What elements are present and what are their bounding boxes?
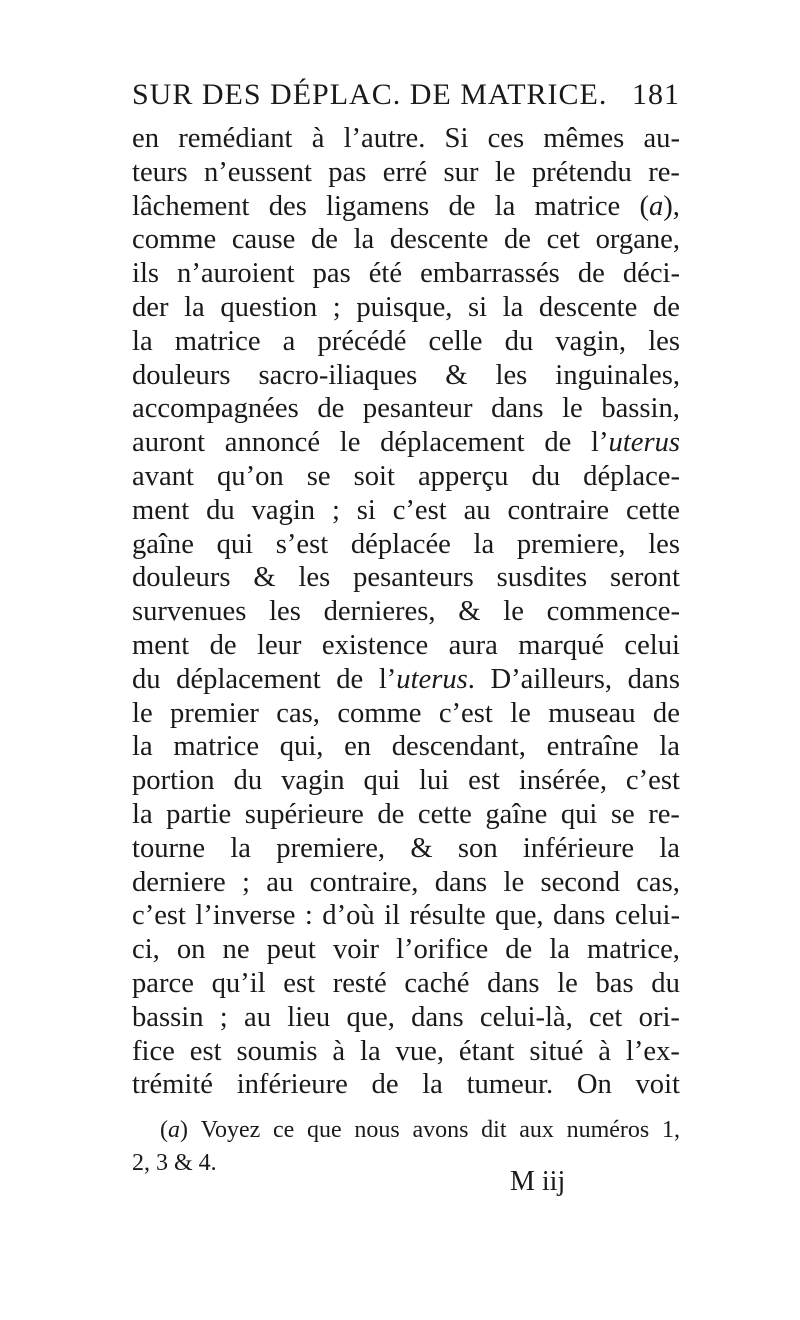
- word: ligamens: [326, 190, 430, 222]
- word: que,: [495, 900, 544, 932]
- word: celui-: [614, 900, 680, 932]
- word: de: [377, 798, 405, 830]
- word: si: [468, 291, 488, 323]
- word: portion: [132, 765, 215, 797]
- word: est: [468, 765, 500, 797]
- word: matrice: [173, 731, 260, 763]
- word: ne: [222, 934, 250, 966]
- word: le: [339, 427, 361, 459]
- word: sacro-iliaques: [258, 359, 418, 391]
- word: descente: [538, 291, 638, 323]
- word: de: [652, 697, 680, 729]
- word: embarrassés: [420, 258, 560, 290]
- word: qui: [560, 798, 598, 830]
- word: est: [283, 967, 316, 999]
- text-line: [132, 528, 680, 562]
- word: la: [659, 731, 680, 763]
- word: c’est: [392, 494, 447, 526]
- word: &: [410, 832, 433, 864]
- word: le: [557, 967, 578, 999]
- text-line: [132, 291, 680, 325]
- page-number: 181: [632, 78, 680, 111]
- word: premiere,: [276, 832, 386, 864]
- word: bas: [595, 967, 634, 999]
- word: déplace-: [583, 460, 680, 492]
- word: de: [209, 629, 237, 661]
- word: matrice,: [587, 934, 680, 966]
- word: de: [652, 291, 680, 323]
- word: qui,: [279, 731, 324, 763]
- word: la: [184, 291, 205, 323]
- word: la: [132, 798, 153, 830]
- word: ment: [132, 494, 190, 526]
- word: cas,: [636, 866, 680, 898]
- text-line: [132, 899, 680, 933]
- word: cette: [417, 798, 472, 830]
- word: dit: [481, 1117, 507, 1143]
- word: remédiant: [178, 123, 293, 154]
- text-line: [132, 764, 680, 798]
- word: cette: [625, 494, 680, 526]
- word: &: [253, 562, 276, 594]
- word: Voyez: [200, 1117, 261, 1143]
- word: celui: [624, 629, 680, 661]
- word: ;: [219, 1001, 228, 1033]
- word: il: [384, 900, 401, 932]
- word: la: [494, 190, 516, 222]
- text-line: [132, 190, 680, 224]
- word: survenues: [132, 596, 247, 628]
- word: gaîne: [132, 528, 194, 560]
- word: le: [503, 596, 524, 628]
- text-line: [132, 426, 680, 460]
- word: n’auroient: [177, 258, 295, 290]
- word: lâchement: [132, 190, 250, 222]
- footnote-line: [132, 1114, 680, 1147]
- word: dans: [553, 900, 606, 932]
- running-header: [132, 78, 680, 112]
- word: que,: [346, 1001, 395, 1033]
- text-line: [132, 798, 680, 832]
- word: (a),: [639, 190, 680, 222]
- word: (a): [160, 1117, 188, 1143]
- word: vagin: [281, 765, 345, 797]
- word: soumis: [236, 1035, 318, 1067]
- word: mêmes: [543, 123, 625, 154]
- word: &: [458, 596, 481, 628]
- word: derniere: [132, 866, 226, 898]
- word: lui: [419, 765, 450, 797]
- word: comme: [132, 224, 217, 256]
- word: seront: [610, 562, 680, 594]
- word: pas: [312, 258, 351, 290]
- word: étant: [458, 1035, 515, 1067]
- word: inférieure: [236, 1069, 348, 1101]
- word: tumeur.: [466, 1069, 554, 1101]
- word: de: [371, 1069, 399, 1101]
- word: s’est: [275, 528, 329, 560]
- word: gaîne: [485, 798, 548, 830]
- body-text: [132, 122, 680, 1102]
- word: cet: [546, 224, 580, 256]
- word: déci-: [622, 258, 680, 290]
- word: le: [510, 697, 531, 729]
- word: été: [368, 258, 403, 290]
- word: de: [448, 190, 476, 222]
- word: &: [445, 359, 468, 391]
- word: au: [266, 866, 294, 898]
- word: premiere,: [516, 528, 626, 560]
- word: du: [531, 460, 561, 492]
- word: le: [562, 393, 583, 425]
- word: a: [282, 325, 296, 357]
- word: matrice: [174, 325, 261, 357]
- word: avant: [132, 460, 194, 492]
- word: inguinales,: [555, 359, 680, 391]
- word: douleurs: [132, 359, 231, 391]
- word: :: [304, 900, 313, 932]
- word: aura: [448, 629, 498, 661]
- word: ces: [487, 123, 525, 154]
- word: au: [244, 1001, 271, 1033]
- text-line: [132, 663, 680, 697]
- word: que: [307, 1117, 342, 1143]
- word: supérieure: [244, 798, 364, 830]
- word: l’uterus.: [378, 663, 475, 695]
- word: premier: [170, 697, 259, 729]
- word: les: [269, 596, 301, 628]
- word: l’ex-: [625, 1035, 680, 1067]
- word: existence: [321, 629, 429, 661]
- word: 1,: [661, 1117, 680, 1143]
- word: trémité: [132, 1069, 213, 1101]
- word: question: [220, 291, 318, 323]
- word: avons: [412, 1117, 469, 1143]
- word: la: [659, 832, 680, 864]
- text-line: [132, 629, 680, 663]
- text-line: [132, 933, 680, 967]
- word: qu’il: [211, 967, 266, 999]
- word: descendant,: [391, 731, 526, 763]
- word: de: [544, 427, 572, 459]
- word: l’autre.: [343, 123, 426, 154]
- word: nous: [354, 1117, 400, 1143]
- word: prétendu: [531, 156, 632, 188]
- word: voit: [635, 1069, 680, 1101]
- text-line: [132, 967, 680, 1001]
- word: accompagnées: [132, 393, 299, 425]
- text-line: [132, 156, 680, 190]
- word: la: [353, 224, 375, 256]
- word: l’orifice: [396, 934, 489, 966]
- word: lieu: [287, 1001, 331, 1033]
- word: commence-: [546, 596, 680, 628]
- word: à: [332, 1035, 346, 1067]
- word: cet: [589, 1001, 623, 1033]
- word: voir: [332, 934, 379, 966]
- word: en: [344, 731, 372, 763]
- word: n’eussent: [203, 156, 312, 188]
- text-line: [132, 1035, 680, 1069]
- word: numéros: [566, 1117, 650, 1143]
- word: qui: [363, 765, 401, 797]
- word: auront: [132, 427, 206, 459]
- word: qu’on: [216, 460, 284, 492]
- word: entraîne: [546, 731, 639, 763]
- word: dans: [411, 1001, 464, 1033]
- word: caché: [404, 967, 470, 999]
- word: résulte: [409, 900, 486, 932]
- word: du: [651, 967, 680, 999]
- word: du: [206, 494, 235, 526]
- word: en: [132, 123, 159, 154]
- word: apperçu: [417, 460, 509, 492]
- word: susdites: [496, 562, 588, 594]
- word: teurs: [132, 156, 188, 188]
- word: der: [132, 291, 169, 323]
- text-line: [132, 223, 680, 257]
- word: bassin: [132, 1001, 204, 1033]
- word: ce: [272, 1117, 295, 1143]
- word: dernieres,: [323, 596, 436, 628]
- word: la: [360, 1035, 381, 1067]
- word: de: [505, 934, 533, 966]
- text-line: [132, 866, 680, 900]
- word: soit: [353, 460, 395, 492]
- word: comme: [337, 697, 422, 729]
- word: l’uterus: [591, 427, 680, 459]
- word: de: [503, 224, 531, 256]
- word: annoncé: [224, 427, 321, 459]
- word: la: [502, 291, 524, 323]
- signature-mark: M iij: [510, 1166, 566, 1197]
- text-line: [132, 697, 680, 731]
- word: du: [233, 765, 263, 797]
- text-line: [132, 1001, 680, 1035]
- word: de: [317, 393, 345, 425]
- word: de: [310, 224, 338, 256]
- word: le: [503, 866, 525, 898]
- text-line: [132, 359, 680, 393]
- text-line: [132, 494, 680, 528]
- word: pesanteurs: [353, 562, 474, 594]
- word: la: [549, 934, 570, 966]
- word: les: [648, 528, 680, 560]
- word: ;: [332, 291, 341, 323]
- word: contraire,: [309, 866, 419, 898]
- word: ori-: [638, 1001, 680, 1033]
- word: inférieure: [522, 832, 635, 864]
- word: pas: [328, 156, 367, 188]
- text-line: [132, 122, 680, 156]
- word: qui: [216, 528, 254, 560]
- word: les: [298, 562, 331, 594]
- text-line: [132, 460, 680, 494]
- word: descente: [389, 224, 489, 256]
- word: tourne: [132, 832, 206, 864]
- word: re-: [648, 156, 680, 188]
- word: dans: [491, 393, 544, 425]
- word: situé: [529, 1035, 584, 1067]
- word: fice: [132, 1035, 175, 1067]
- word: pesanteur: [362, 393, 473, 425]
- word: les: [495, 359, 528, 391]
- word: la: [473, 528, 495, 560]
- word: déplacée: [350, 528, 451, 560]
- word: vagin: [251, 494, 316, 526]
- word: du: [504, 325, 534, 357]
- word: matrice: [534, 190, 621, 222]
- word: est: [189, 1035, 222, 1067]
- word: la: [132, 325, 153, 357]
- word: d’où: [322, 900, 375, 932]
- word: se: [610, 798, 635, 830]
- word: à: [598, 1035, 611, 1067]
- word: peut: [266, 934, 316, 966]
- word: contraire: [507, 494, 610, 526]
- word: son: [457, 832, 498, 864]
- word: se: [306, 460, 331, 492]
- word: le: [132, 697, 153, 729]
- word: dans: [487, 967, 540, 999]
- word: si: [356, 494, 376, 526]
- word: la: [132, 731, 153, 763]
- word: celui-là,: [479, 1001, 573, 1033]
- word: ci,: [132, 934, 160, 966]
- word: marqué: [518, 629, 605, 661]
- word: l’inverse: [195, 900, 296, 932]
- text-line: [132, 561, 680, 595]
- word: dans: [434, 866, 488, 898]
- word: le: [494, 156, 516, 188]
- word: aux: [519, 1117, 554, 1143]
- word: puisque,: [356, 291, 453, 323]
- word: à: [311, 123, 325, 154]
- word: on: [176, 934, 206, 966]
- word: dans: [627, 663, 680, 695]
- word: précédé: [317, 325, 407, 357]
- text-line: [132, 832, 680, 866]
- text-line: [132, 595, 680, 629]
- word: Si: [444, 123, 469, 154]
- word: second: [540, 866, 620, 898]
- word: la: [422, 1069, 443, 1101]
- word: cause: [231, 224, 296, 256]
- running-title: SUR DES DÉPLAC. DE MATRICE.: [132, 78, 608, 111]
- word: parce: [132, 967, 194, 999]
- word: déplacement: [176, 663, 321, 695]
- word: organe,: [595, 224, 680, 256]
- text-line: [132, 257, 680, 291]
- word: ment: [132, 629, 190, 661]
- word: ;: [331, 494, 340, 526]
- word: On: [576, 1069, 612, 1101]
- word: des: [268, 190, 307, 222]
- word: sur: [443, 156, 479, 188]
- word: ;: [242, 866, 250, 898]
- word: celle: [428, 325, 483, 357]
- word: douleurs: [132, 562, 231, 594]
- word: au: [463, 494, 491, 526]
- word: bassin,: [601, 393, 680, 425]
- footnote: [132, 1114, 680, 1180]
- word: c’est: [132, 900, 186, 932]
- footnote-line: 2, 3 & 4.: [132, 1150, 217, 1176]
- word: cas,: [276, 697, 320, 729]
- word: c’est: [625, 765, 680, 797]
- text-line: [132, 325, 680, 359]
- word: insérée,: [518, 765, 607, 797]
- word: re-: [648, 798, 680, 830]
- word: vagin,: [555, 325, 627, 357]
- text-line: [132, 392, 680, 426]
- word: partie: [166, 798, 232, 830]
- word: de: [336, 663, 364, 695]
- text-line: [132, 730, 680, 764]
- word: leur: [257, 629, 302, 661]
- word: erré: [382, 156, 428, 188]
- word: vue,: [395, 1035, 444, 1067]
- word: c’est: [438, 697, 493, 729]
- text-line: [132, 1068, 680, 1102]
- word: de: [577, 258, 605, 290]
- word: déplacement: [380, 427, 525, 459]
- word: museau: [548, 697, 636, 729]
- word: resté: [332, 967, 387, 999]
- word: les: [648, 325, 680, 357]
- word: du: [132, 663, 161, 695]
- word: au-: [643, 123, 680, 154]
- word: ils: [132, 258, 160, 290]
- word: D’ailleurs,: [490, 663, 612, 695]
- word: la: [230, 832, 251, 864]
